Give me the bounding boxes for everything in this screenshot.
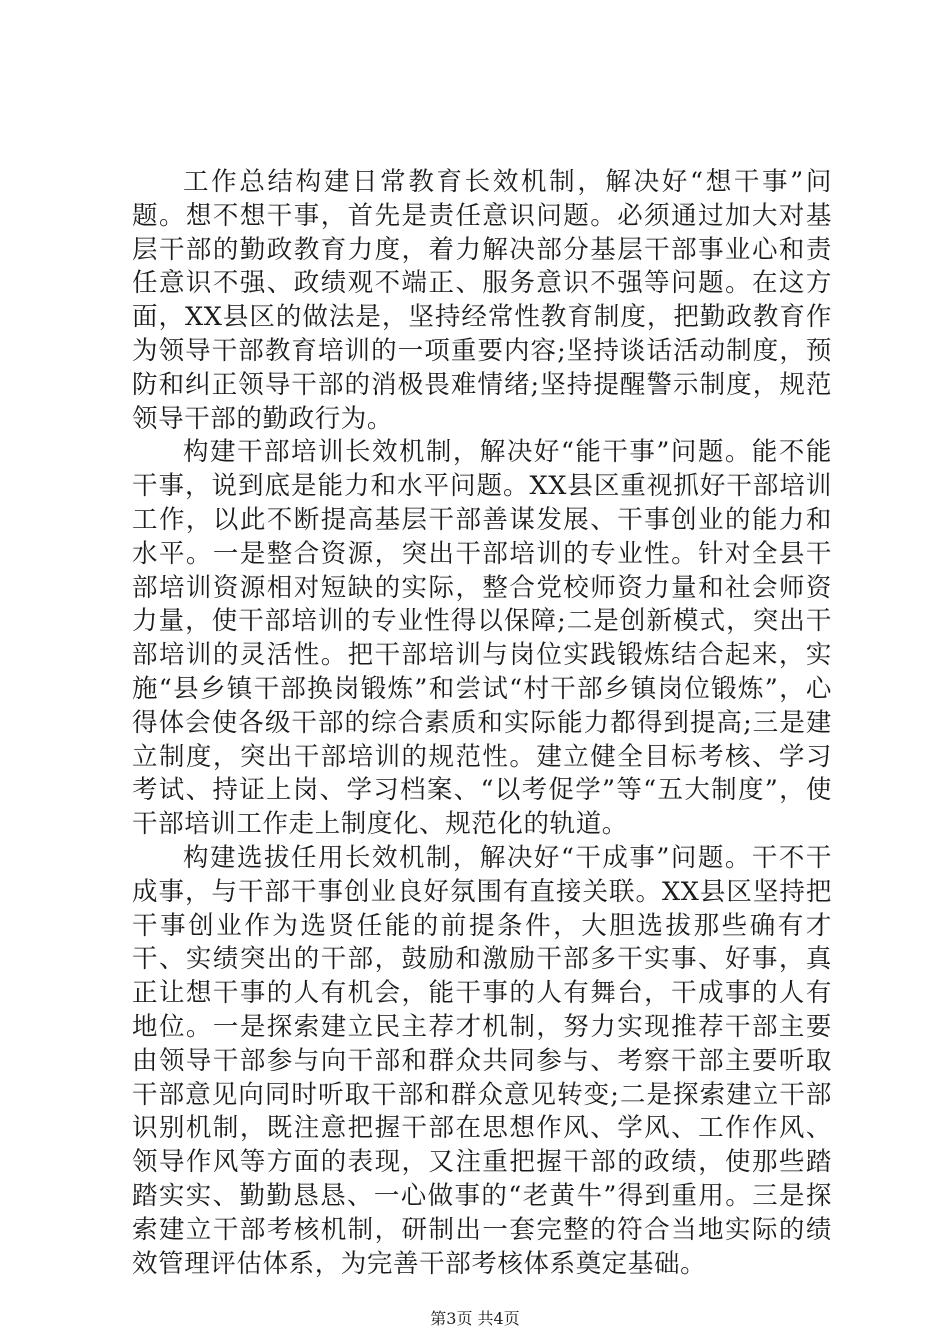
- paragraph-3: 构建选拔任用长效机制，解决好“干成事”问题。干不干成事，与干部干事创业良好氛围有直接关联。XX县区坚持把干事创业作为选贤任能的前提条件，大胆选拔那些确有才干、实绩突出的干部，鼓励和激励干部多干实事、好事，真正让想干事的人有机会，能干事的人有舞台，干成事的人有地位。一是探索建立民主荐才机制，努力实现推荐干部主要由领导干部参与向干部和群众共同参与、考察干部主要听取干部意见向同时听取干部和群众意见转变;二是探索建立干部识别机制，既注意把握干部在思想作风、学风、工作作风、领导作风等方面的表现，又注重把握干部的政绩，使那些踏踏实实、勤勤恳恳、一心做事的“老黄牛”得到重用。三是探索建立干部考核机制，研制出一套完整的符合当地实际的绩效管理评估体系，为完善干部考核体系奠定基础。: [132, 842, 832, 1279]
- document-body: [132, 166, 832, 1281]
- paragraph-2: 构建干部培训长效机制，解决好“能干事”问题。能不能干事，说到底是能力和水平问题。XX县区重视抓好干部培训工作，以此不断提高基层干部善谋发展、干事创业的能力和水平。一是整合资源，突出干部培训的专业性。针对全县干部培训资源相对短缺的实际，整合党校师资力量和社会师资力量，使干部培训的专业性得以保障;二是创新模式，突出干部培训的灵活性。把干部培训与岗位实践锻炼结合起来，实施“县乡镇干部换岗锻炼”和尝试“村干部乡镇岗位锻炼”，心得体会使各级干部的综合素质和实际能力都得到提高;三是建立制度，突出干部培训的规范性。建立健全目标考核、学习考试、持证上岗、学习档案、“以考促学”等“五大制度”，使干部培训工作走上制度化、规范化的轨道。: [132, 437, 832, 840]
- page-footer: 第3页 共4页: [430, 1309, 520, 1328]
- paragraph-1: 工作总结构建日常教育长效机制，解决好“想干事”问题。想不想干事，首先是责任意识问题。必须通过加大对基层干部的勤政教育力度，着力解决部分基层干部事业心和责任意识不强、政绩观不端正、服务意识不强等问题。在这方面，XX县区的做法是，坚持经常性教育制度，把勤政教育作为领导干部教育培训的一项重要内容;坚持谈话活动制度，预防和纠正领导干部的消极畏难情绪;坚持提醒警示制度，规范领导干部的勤政行为。: [132, 167, 832, 434]
